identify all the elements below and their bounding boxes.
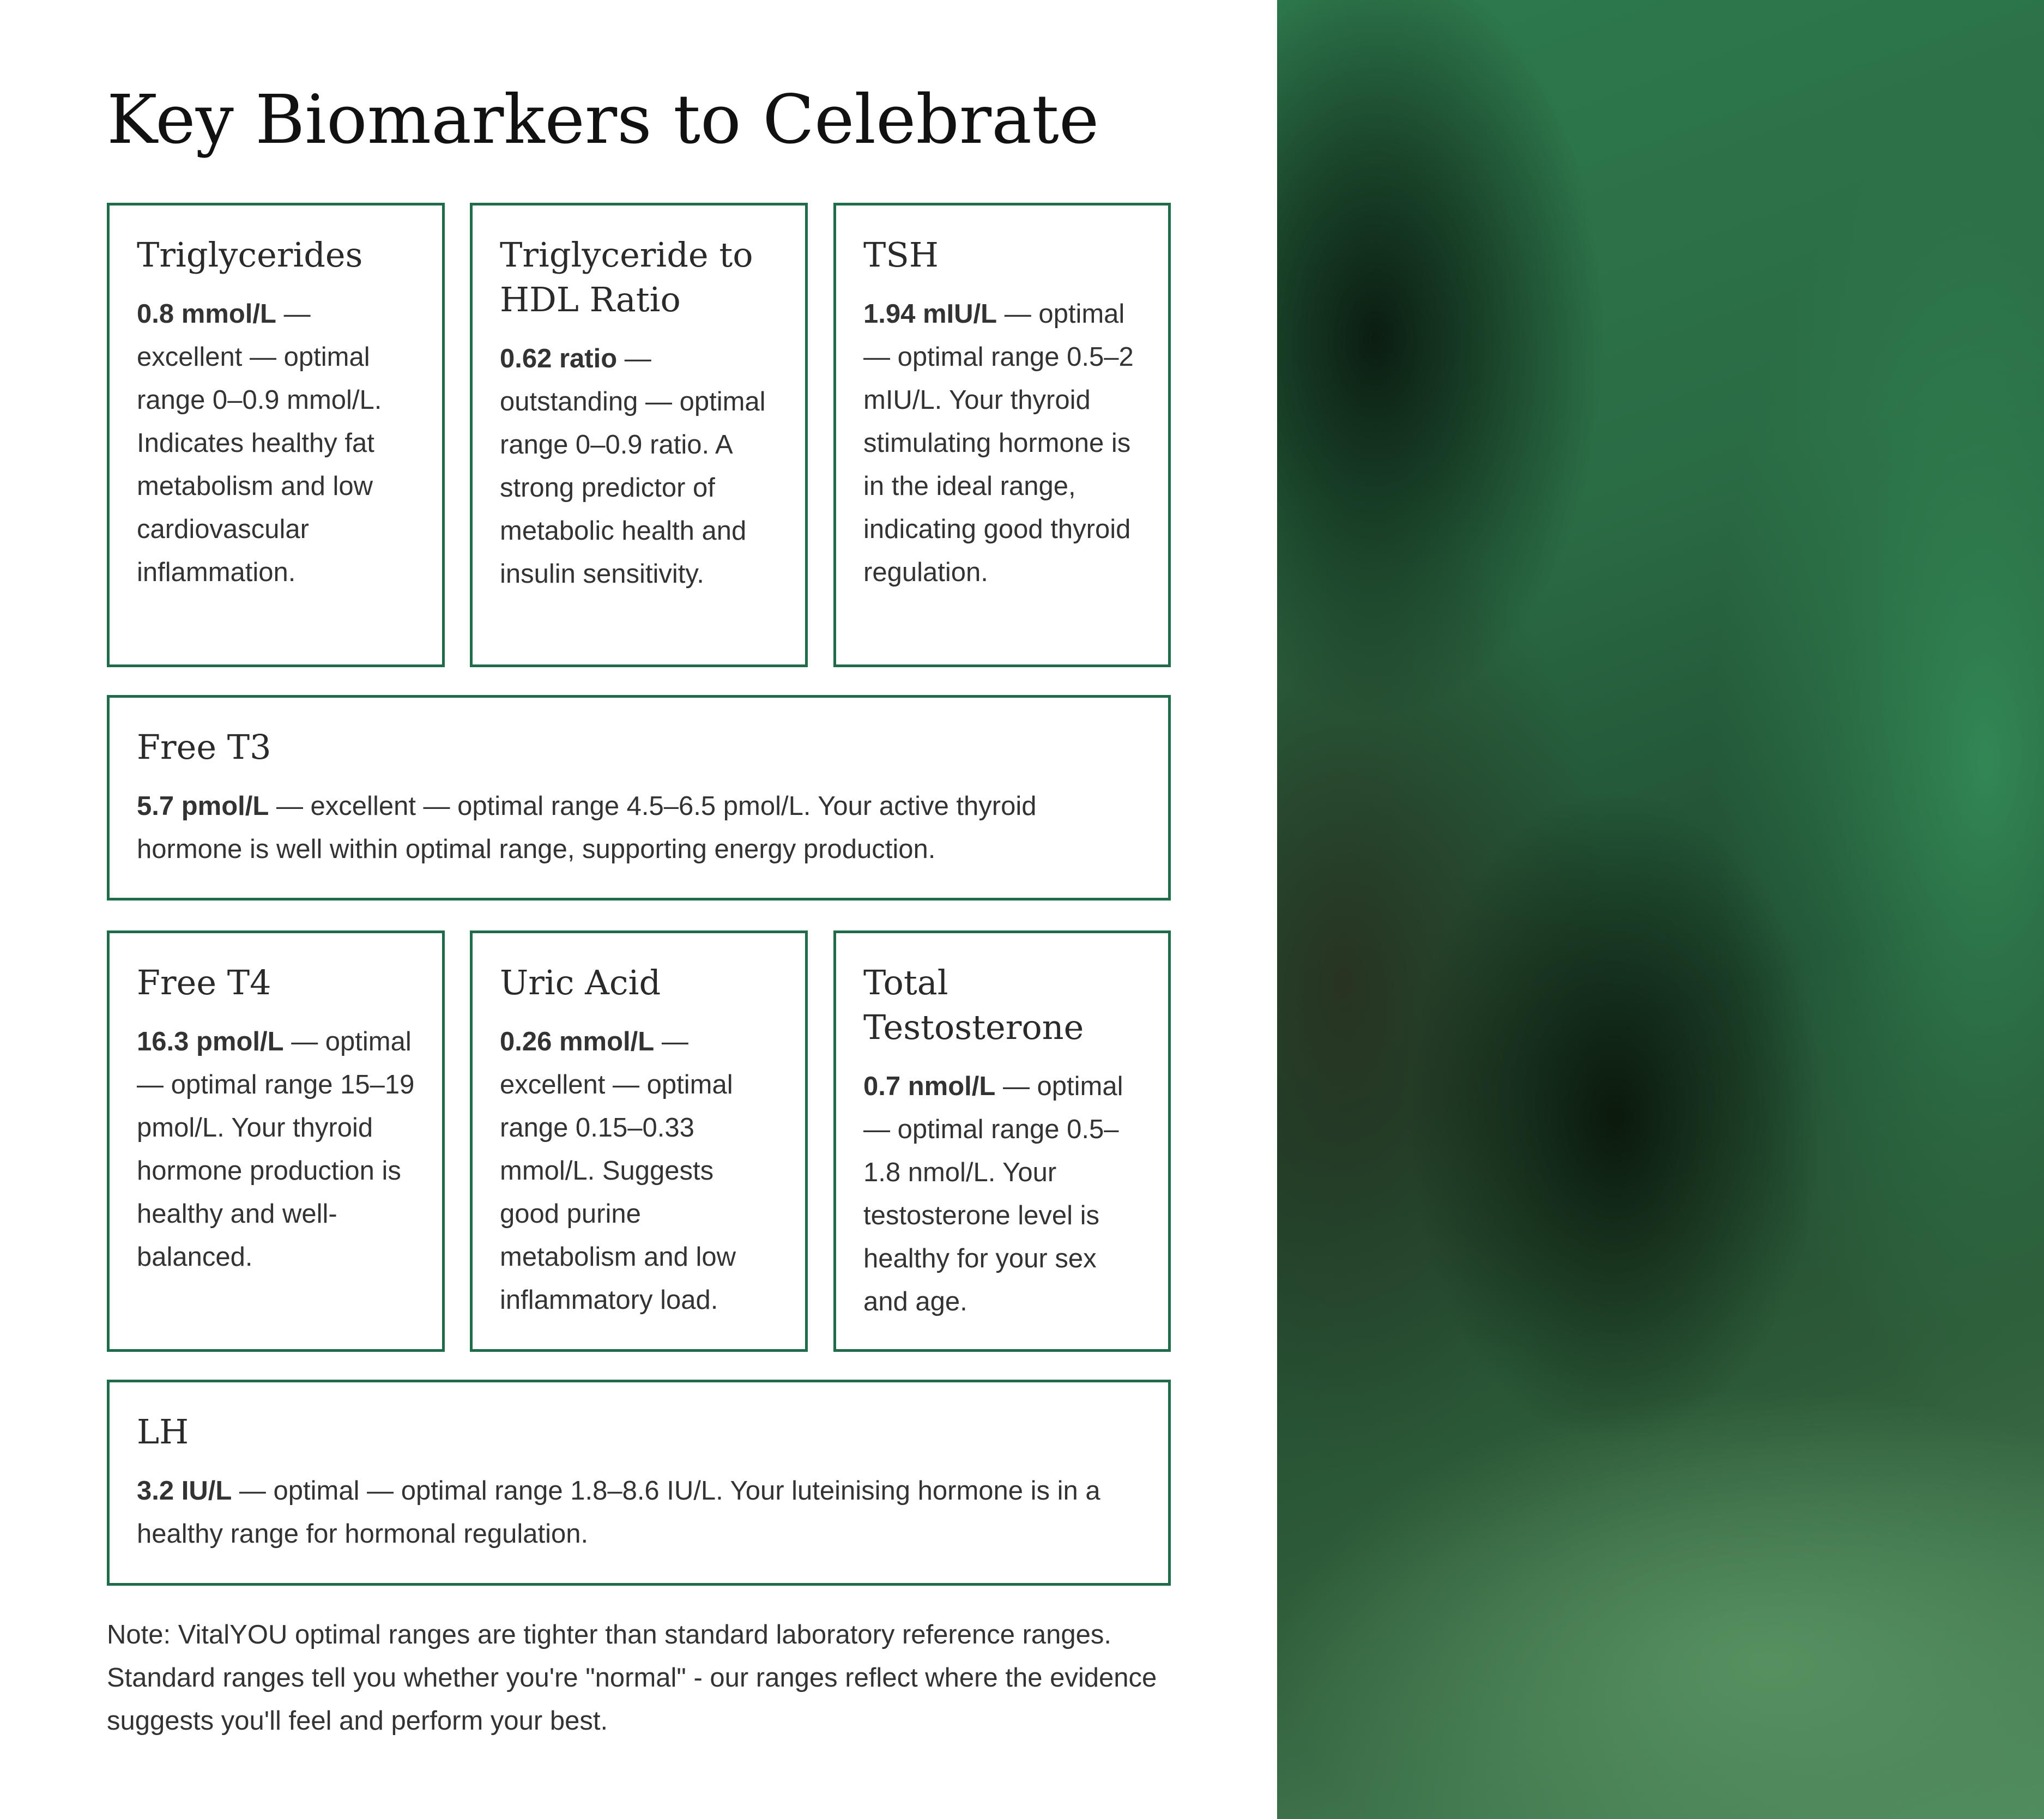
card-title: Triglyceride to HDL Ratio	[500, 235, 753, 319]
biomarker-value: 3.2 IU/L	[137, 1476, 232, 1506]
ranges-note: Note: VitalYOU optimal ranges are tighter than standard laboratory reference ranges. Standard ranges tell you whether you're "normal" - our ranges reflect where the evidence suggests you'll feel and perform your best.	[107, 1620, 1157, 1736]
biomarker-text: — excellent — optimal range 4.5–6.5 pmol/L. Your active thyroid hormone is well within optimal range, supporting energy production.	[137, 791, 1037, 864]
card-description	[137, 1470, 1141, 1556]
card-title: TSH	[863, 235, 939, 275]
biomarker-value: 0.8 mmol/L	[137, 299, 276, 329]
biomarker-card-triglyceride-hdl-ratio	[470, 203, 808, 667]
card-title: LH	[137, 1412, 189, 1452]
biomarker-value: 5.7 pmol/L	[137, 791, 269, 821]
card-description	[137, 1020, 415, 1279]
card-description	[137, 293, 415, 594]
biomarker-card-lh	[107, 1380, 1171, 1586]
decorative-green-photo	[1277, 0, 2044, 1819]
biomarker-text: — excellent — optimal range 0–0.9 mmol/L. Indicates healthy fat metabolism and low cardiovascular inflammation.	[137, 299, 382, 587]
biomarker-text: — outstanding — optimal range 0–0.9 ratio. A strong predictor of metabolic health and insulin sensitivity.	[500, 344, 766, 589]
biomarker-value: 0.26 mmol/L	[500, 1027, 655, 1056]
page-title: Key Biomarkers to Celebrate	[107, 81, 1099, 159]
biomarker-text: — optimal — optimal range 0.5–1.8 nmol/L. Your testosterone level is healthy for your sex and age.	[863, 1072, 1123, 1316]
biomarker-value: 16.3 pmol/L	[137, 1027, 284, 1056]
biomarker-card-tsh	[833, 203, 1171, 667]
card-title: Triglycerides	[137, 235, 363, 275]
card-description	[863, 293, 1141, 594]
card-description	[500, 1020, 778, 1322]
biomarker-card-uric-acid	[470, 930, 808, 1352]
biomarker-text: — optimal — optimal range 1.8–8.6 IU/L. Your luteinising hormone is in a healthy range for hormonal regulation.	[137, 1476, 1100, 1549]
card-description	[863, 1065, 1141, 1324]
biomarker-card-total-testosterone	[833, 930, 1171, 1352]
card-title: Free T3	[137, 727, 271, 767]
card-title: Free T4	[137, 963, 271, 1002]
card-title: Total Testosterone	[863, 963, 1084, 1047]
biomarker-card-triglycerides	[107, 203, 445, 667]
card-description	[137, 785, 1141, 871]
biomarker-text: — optimal — optimal range 15–19 pmol/L. Your thyroid hormone production is healthy and well-balanced.	[137, 1027, 415, 1272]
biomarker-value: 1.94 mIU/L	[863, 299, 997, 329]
biomarker-value: 0.7 nmol/L	[863, 1072, 996, 1101]
biomarker-text: — optimal — optimal range 0.5–2 mIU/L. Your thyroid stimulating hormone is in the ideal range, indicating good thyroid regulation.	[863, 299, 1134, 587]
card-title: Uric Acid	[500, 963, 661, 1002]
biomarker-value: 0.62 ratio	[500, 344, 618, 373]
card-description	[500, 337, 778, 596]
biomarker-text: — excellent — optimal range 0.15–0.33 mmol/L. Suggests good purine metabolism and low inflammatory load.	[500, 1027, 736, 1315]
biomarker-card-free-t4	[107, 930, 445, 1352]
biomarker-card-free-t3	[107, 695, 1171, 901]
